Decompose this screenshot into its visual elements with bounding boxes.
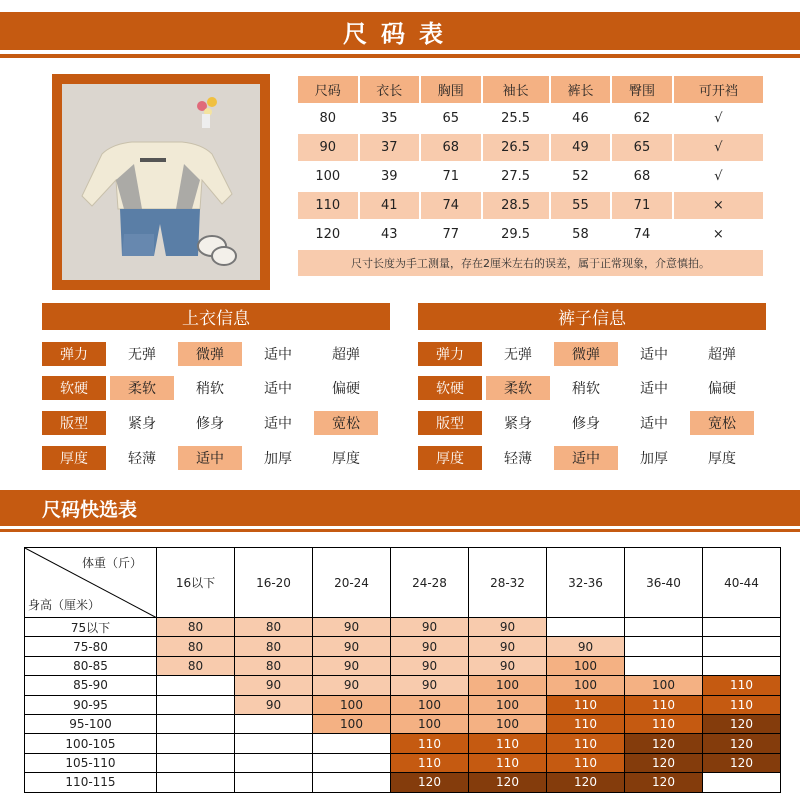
size-table-header: 袖长: [483, 76, 549, 103]
size-table: [296, 74, 765, 278]
size-cell: 62: [612, 105, 672, 132]
height-range-label: 100-105: [25, 734, 157, 753]
size-cell: 74: [612, 221, 672, 248]
attr-label: 版型: [418, 411, 482, 435]
size-recommendation-cell: [703, 656, 781, 675]
size-recommendation-cell: 90: [313, 676, 391, 695]
size-cell: 39: [360, 163, 420, 190]
size-recommendation-cell: 90: [235, 695, 313, 714]
attr-option-selected: 适中: [178, 446, 242, 470]
size-cell: 52: [551, 163, 611, 190]
size-recommendation-cell: [157, 695, 235, 714]
attr-label: 弹力: [42, 342, 106, 366]
attr-row: [418, 411, 754, 435]
size-recommendation-cell: [547, 618, 625, 637]
size-cell: 65: [421, 105, 481, 132]
size-cell: 90: [298, 134, 358, 161]
weight-range-header: 32-36: [547, 548, 625, 618]
size-cell: 49: [551, 134, 611, 161]
size-recommendation-cell: 90: [391, 656, 469, 675]
size-recommendation-cell: 110: [469, 753, 547, 772]
height-range-label: 85-90: [25, 676, 157, 695]
quick-select-row: [25, 753, 781, 772]
quick-select-row: [25, 714, 781, 733]
size-cell: 29.5: [483, 221, 549, 248]
attr-option: 稍软: [572, 381, 600, 397]
product-photo-illustration: [62, 84, 260, 280]
size-recommendation-cell: 110: [703, 676, 781, 695]
attr-option: 加厚: [264, 451, 292, 467]
weight-range-header: 36-40: [625, 548, 703, 618]
size-cell: 71: [421, 163, 481, 190]
size-cell: 65: [612, 134, 672, 161]
size-table-header: 裤长: [551, 76, 611, 103]
size-cell: 35: [360, 105, 420, 132]
weight-range-header: 20-24: [313, 548, 391, 618]
quick-select-row: [25, 773, 781, 792]
height-range-label: 75-80: [25, 637, 157, 656]
weight-range-header: 16-20: [235, 548, 313, 618]
size-recommendation-cell: 90: [313, 637, 391, 656]
size-cell: 25.5: [483, 105, 549, 132]
attr-option-selected: 微弹: [554, 342, 618, 366]
size-cell: 80: [298, 105, 358, 132]
size-table-row: [298, 221, 763, 248]
top-info-title: 上衣信息: [42, 303, 390, 330]
size-recommendation-cell: 100: [469, 714, 547, 733]
size-cell: 43: [360, 221, 420, 248]
attr-row: [418, 446, 754, 470]
size-recommendation-cell: 90: [391, 618, 469, 637]
attr-option: 修身: [572, 416, 600, 432]
size-recommendation-cell: [703, 637, 781, 656]
attr-option: 适中: [640, 347, 668, 363]
size-cell: 68: [612, 163, 672, 190]
quick-select-header-row: [25, 548, 781, 618]
attr-option: 适中: [640, 416, 668, 432]
height-range-label: 110-115: [25, 773, 157, 792]
weight-axis-label: 体重（斤）: [81, 556, 142, 570]
weight-range-header: 28-32: [469, 548, 547, 618]
size-recommendation-cell: 120: [703, 753, 781, 772]
size-recommendation-cell: [313, 753, 391, 772]
size-recommendation-cell: 80: [235, 618, 313, 637]
height-range-label: 95-100: [25, 714, 157, 733]
attr-option: 紧身: [504, 416, 532, 432]
size-table-header: 胸围: [421, 76, 481, 103]
size-table-header: 可开裆: [674, 76, 763, 103]
size-table-header: 臀围: [612, 76, 672, 103]
height-range-label: 90-95: [25, 695, 157, 714]
attr-option: 稍软: [196, 381, 224, 397]
measurement-note: 尺寸长度为手工测量，存在2厘米左右的误差，属于正常现象，介意慎拍。: [298, 250, 763, 276]
attr-option: 厚度: [332, 451, 360, 467]
attr-option-selected: 微弹: [178, 342, 242, 366]
size-recommendation-cell: [157, 676, 235, 695]
size-recommendation-cell: 80: [157, 637, 235, 656]
weight-range-header: 16以下: [157, 548, 235, 618]
size-cell: 77: [421, 221, 481, 248]
size-recommendation-cell: 90: [391, 637, 469, 656]
size-cell: 46: [551, 105, 611, 132]
size-table-row: [298, 134, 763, 161]
quick-select-row: [25, 676, 781, 695]
size-cell: 100: [298, 163, 358, 190]
size-cell: ×: [674, 221, 763, 248]
quick-select-table: [24, 547, 781, 793]
attr-row: [42, 342, 378, 366]
attr-option-selected: 适中: [554, 446, 618, 470]
size-recommendation-cell: 90: [235, 676, 313, 695]
quick-select-corner: [25, 548, 157, 618]
size-recommendation-cell: 120: [625, 753, 703, 772]
size-recommendation-cell: 110: [547, 734, 625, 753]
attr-label: 软硬: [42, 376, 106, 400]
size-table-header-row: [298, 76, 763, 103]
size-recommendation-cell: [313, 773, 391, 792]
attr-option: 超弹: [708, 347, 736, 363]
attr-option: 加厚: [640, 451, 668, 467]
quick-select-title: 尺码快选表: [0, 490, 800, 526]
size-recommendation-cell: 120: [547, 773, 625, 792]
attr-option: 超弹: [332, 347, 360, 363]
size-cell: 37: [360, 134, 420, 161]
attr-option: 适中: [264, 347, 292, 363]
size-recommendation-cell: [235, 714, 313, 733]
size-recommendation-cell: 90: [469, 656, 547, 675]
attr-option: 轻薄: [504, 451, 532, 467]
quick-select-divider: [0, 529, 800, 532]
attr-label: 弹力: [418, 342, 482, 366]
quick-select-body: [25, 618, 781, 793]
title-divider: [0, 54, 800, 58]
page-title: 尺码表: [0, 12, 800, 50]
size-recommendation-cell: 90: [469, 637, 547, 656]
size-recommendation-cell: 110: [547, 753, 625, 772]
attr-label: 版型: [42, 411, 106, 435]
size-recommendation-cell: [703, 773, 781, 792]
size-cell: 68: [421, 134, 481, 161]
size-cell: 27.5: [483, 163, 549, 190]
product-photo-frame: [52, 74, 270, 290]
attr-option: 紧身: [128, 416, 156, 432]
size-table-row: [298, 163, 763, 190]
attr-option: 无弹: [128, 347, 156, 363]
size-recommendation-cell: 110: [703, 695, 781, 714]
attr-option: 适中: [264, 381, 292, 397]
size-recommendation-cell: 120: [703, 714, 781, 733]
size-recommendation-cell: 90: [391, 676, 469, 695]
size-recommendation-cell: 100: [547, 656, 625, 675]
size-recommendation-cell: 80: [235, 637, 313, 656]
height-axis-label: 身高（厘米）: [28, 598, 101, 612]
size-recommendation-cell: 120: [625, 773, 703, 792]
attr-row: [418, 342, 754, 366]
attr-option: 适中: [264, 416, 292, 432]
size-recommendation-cell: 120: [625, 734, 703, 753]
size-cell: 41: [360, 192, 420, 219]
attr-row: [418, 376, 754, 400]
size-cell: 74: [421, 192, 481, 219]
size-recommendation-cell: [313, 734, 391, 753]
attr-label: 软硬: [418, 376, 482, 400]
size-recommendation-cell: 90: [313, 656, 391, 675]
size-recommendation-cell: [625, 656, 703, 675]
size-table-note-row: [298, 250, 763, 276]
size-recommendation-cell: [235, 753, 313, 772]
size-recommendation-cell: 110: [547, 714, 625, 733]
size-recommendation-cell: 120: [469, 773, 547, 792]
size-recommendation-cell: 110: [469, 734, 547, 753]
attr-row: [42, 376, 378, 400]
attr-label: 厚度: [418, 446, 482, 470]
attr-option-selected: 宽松: [690, 411, 754, 435]
size-recommendation-cell: 80: [235, 656, 313, 675]
attr-row: [42, 411, 378, 435]
attr-option-selected: 宽松: [314, 411, 378, 435]
size-table-header: 尺码: [298, 76, 358, 103]
size-recommendation-cell: [235, 773, 313, 792]
size-recommendation-cell: 90: [313, 618, 391, 637]
size-recommendation-cell: 110: [625, 695, 703, 714]
size-cell: 110: [298, 192, 358, 219]
size-recommendation-cell: [235, 734, 313, 753]
size-recommendation-cell: 110: [547, 695, 625, 714]
attr-option: 轻薄: [128, 451, 156, 467]
size-recommendation-cell: [157, 773, 235, 792]
attr-option: 适中: [640, 381, 668, 397]
size-recommendation-cell: 100: [625, 676, 703, 695]
attr-label: 厚度: [42, 446, 106, 470]
size-recommendation-cell: [157, 734, 235, 753]
attr-option: 偏硬: [708, 381, 736, 397]
size-cell: √: [674, 105, 763, 132]
size-table-row: [298, 105, 763, 132]
size-table-row: [298, 192, 763, 219]
size-recommendation-cell: 100: [547, 676, 625, 695]
height-range-label: 80-85: [25, 656, 157, 675]
size-recommendation-cell: 120: [703, 734, 781, 753]
weight-range-header: 40-44: [703, 548, 781, 618]
size-recommendation-cell: 110: [391, 753, 469, 772]
height-range-label: 105-110: [25, 753, 157, 772]
size-recommendation-cell: 100: [391, 714, 469, 733]
size-recommendation-cell: 100: [313, 695, 391, 714]
product-photo: [62, 84, 260, 280]
size-recommendation-cell: 100: [313, 714, 391, 733]
pants-info-title: 裤子信息: [418, 303, 766, 330]
height-range-label: 75以下: [25, 618, 157, 637]
quick-select-row: [25, 656, 781, 675]
size-recommendation-cell: 80: [157, 618, 235, 637]
size-table-header: 衣长: [360, 76, 420, 103]
attr-option-selected: 柔软: [486, 376, 550, 400]
size-recommendation-cell: 110: [391, 734, 469, 753]
size-recommendation-cell: 100: [469, 695, 547, 714]
quick-select-row: [25, 618, 781, 637]
size-cell: 58: [551, 221, 611, 248]
size-cell: 120: [298, 221, 358, 248]
weight-range-header: 24-28: [391, 548, 469, 618]
size-recommendation-cell: 100: [469, 676, 547, 695]
size-cell: 55: [551, 192, 611, 219]
size-cell: 71: [612, 192, 672, 219]
size-recommendation-cell: 110: [625, 714, 703, 733]
size-cell: 26.5: [483, 134, 549, 161]
size-recommendation-cell: 90: [469, 618, 547, 637]
size-recommendation-cell: 100: [391, 695, 469, 714]
attr-option: 修身: [196, 416, 224, 432]
size-cell: 28.5: [483, 192, 549, 219]
size-recommendation-cell: 80: [157, 656, 235, 675]
quick-select-row: [25, 734, 781, 753]
size-recommendation-cell: [625, 618, 703, 637]
attr-option: 无弹: [504, 347, 532, 363]
size-cell: √: [674, 134, 763, 161]
attr-option: 厚度: [708, 451, 736, 467]
size-cell: ×: [674, 192, 763, 219]
attr-option-selected: 柔软: [110, 376, 174, 400]
size-recommendation-cell: [157, 753, 235, 772]
size-cell: √: [674, 163, 763, 190]
size-recommendation-cell: 120: [391, 773, 469, 792]
attr-row: [42, 446, 378, 470]
size-recommendation-cell: [703, 618, 781, 637]
size-recommendation-cell: [625, 637, 703, 656]
size-recommendation-cell: 90: [547, 637, 625, 656]
quick-select-row: [25, 637, 781, 656]
size-recommendation-cell: [157, 714, 235, 733]
quick-select-row: [25, 695, 781, 714]
attr-option: 偏硬: [332, 381, 360, 397]
